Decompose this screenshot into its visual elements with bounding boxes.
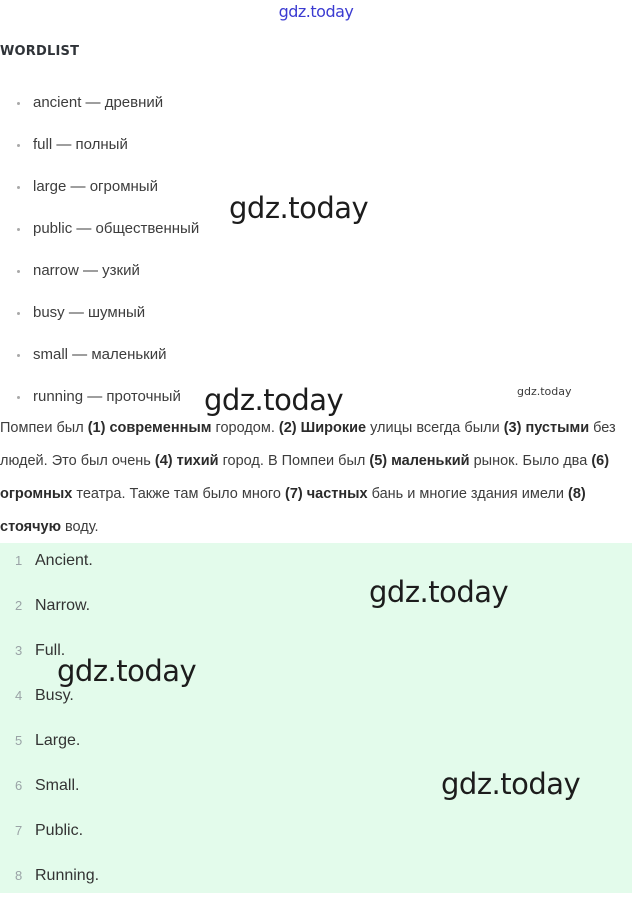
watermark: gdz.today: [57, 654, 197, 688]
answer-number: 5: [15, 733, 23, 748]
task-answer-word: (2) Широкие: [278, 420, 367, 436]
task-answer-word: (4) тихий: [154, 453, 219, 469]
watermark: gdz.today: [517, 385, 572, 398]
answer-item: [0, 588, 632, 633]
answers-block: [0, 543, 632, 893]
wordlist-item: public — общественный: [0, 208, 199, 250]
answer-text: Small.: [35, 777, 80, 794]
wordlist-item: ancient — древний: [0, 82, 199, 124]
task-text-run: бань и многие здания имели: [367, 486, 568, 502]
wordlist-item: narrow — узкий: [0, 250, 199, 292]
task-text-run: театра. Также там было много: [72, 486, 285, 502]
task-paragraph: [0, 412, 626, 544]
task-answer-word: (1) современным: [87, 420, 212, 436]
wordlist: [0, 82, 199, 418]
task-text-run: город. В Помпеи был: [218, 453, 370, 469]
answer-text: Full.: [35, 642, 66, 659]
site-logo[interactable]: gdz.today: [278, 2, 354, 21]
task-text-run: воду.: [60, 519, 99, 535]
task-text-run: рынок. Было два: [469, 453, 592, 469]
answer-item: [0, 858, 632, 903]
answer-text: Large.: [35, 732, 81, 749]
answer-number: 8: [15, 868, 23, 883]
watermark: gdz.today: [204, 383, 344, 417]
task-text-run: без людей. Это был очень: [0, 420, 616, 469]
wordlist-item: busy — шумный: [0, 292, 199, 334]
answer-text: Narrow.: [35, 597, 91, 614]
wordlist-item: full — полный: [0, 124, 199, 166]
wordlist-item: small — маленький: [0, 334, 199, 376]
task-text-run: Помпеи был: [0, 420, 88, 436]
answers-list: [0, 543, 632, 903]
answer-number: 2: [15, 598, 23, 613]
answer-number: 7: [15, 823, 23, 838]
task-answer-word: (8) стоячую: [0, 486, 586, 535]
wordlist-item: running — проточный: [0, 376, 199, 418]
task-answer-word: (7) частных: [285, 486, 368, 502]
task-answer-word: (5) маленький: [369, 453, 470, 469]
answer-number: 4: [15, 688, 23, 703]
answer-number: 6: [15, 778, 23, 793]
task-answer-word: (3) пустыми: [503, 420, 590, 436]
task-answer-word: (6) огромных: [0, 453, 610, 502]
answer-text: Busy.: [35, 687, 74, 704]
wordlist-item: large — огромный: [0, 166, 199, 208]
task-text-run: городом.: [211, 420, 279, 436]
section-title: WORDLIST: [0, 44, 80, 59]
task-text-run: улицы всегда были: [366, 420, 504, 436]
answer-text: Running.: [35, 867, 100, 884]
answer-item: [0, 723, 632, 768]
watermark: gdz.today: [229, 191, 369, 225]
answer-item: [0, 543, 632, 588]
answer-text: Ancient.: [35, 552, 93, 569]
answer-text: Public.: [35, 822, 84, 839]
watermark: gdz.today: [441, 767, 581, 801]
answer-item: [0, 813, 632, 858]
answer-number: 3: [15, 643, 23, 658]
watermark: gdz.today: [369, 575, 509, 609]
answer-number: 1: [15, 553, 23, 568]
